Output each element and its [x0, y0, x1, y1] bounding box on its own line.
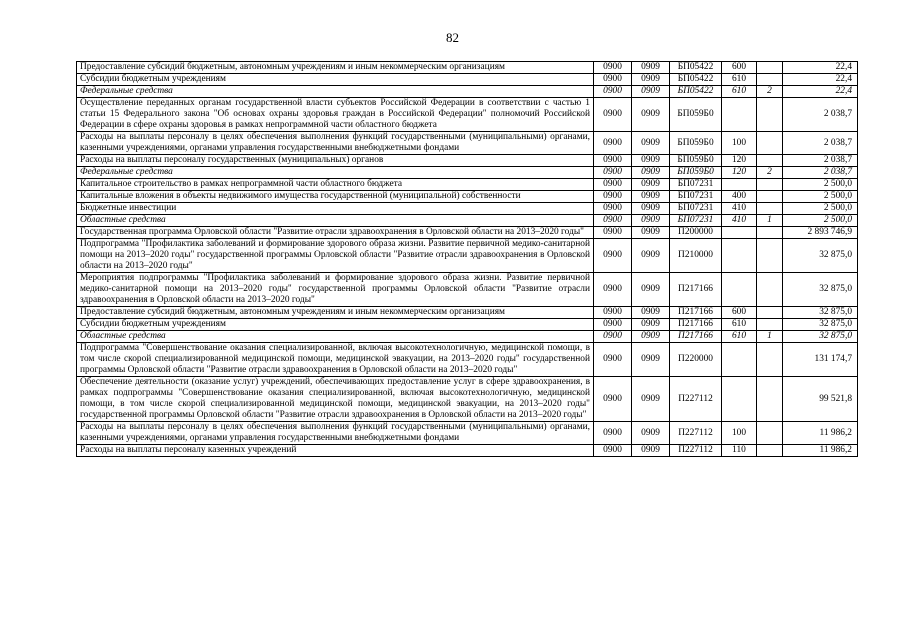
row-expense-type-cell — [722, 239, 757, 273]
row-expense-type-cell: 120 — [722, 155, 757, 167]
row-subsection-cell: 0909 — [632, 331, 670, 343]
row-subsection-cell: 0909 — [632, 132, 670, 155]
row-expense-type-cell: 100 — [722, 422, 757, 445]
row-funding-source-cell — [757, 445, 783, 457]
row-funding-source-cell — [757, 343, 783, 377]
row-name-cell: Подпрограмма "Совершенствование оказания специализированной, включая высокотехнологичную, медицинской помощи, в том числе скорой специализированной медицинской помощи, медицинской эвакуации, на 2013–2020 годы" государственной программы Орловской области "Развитие отрасли здравоохранения в Орловской области на 2013–2020 годы" — [77, 343, 594, 377]
row-funding-source-cell: 2 — [757, 86, 783, 98]
row-amount-cell: 2 500,0 — [783, 215, 858, 227]
row-target-article-cell: П217166 — [670, 273, 722, 307]
row-name-cell: Капитальные вложения в объекты недвижимого имущества государственной (муниципальной) собственности — [77, 191, 594, 203]
row-target-article-cell: БП059Б0 — [670, 132, 722, 155]
row-amount-cell: 2 500,0 — [783, 191, 858, 203]
row-amount-cell: 11 986,2 — [783, 445, 858, 457]
row-amount-cell: 32 875,0 — [783, 307, 858, 319]
row-funding-source-cell — [757, 203, 783, 215]
table-row — [77, 343, 858, 377]
budget-table-body — [77, 62, 858, 457]
row-amount-cell: 2 038,7 — [783, 98, 858, 132]
row-funding-source-cell — [757, 191, 783, 203]
row-section-cell: 0900 — [594, 239, 632, 273]
table-row — [77, 62, 858, 74]
row-amount-cell: 131 174,7 — [783, 343, 858, 377]
row-expense-type-cell — [722, 273, 757, 307]
row-expense-type-cell: 600 — [722, 62, 757, 74]
row-section-cell: 0900 — [594, 377, 632, 422]
row-target-article-cell: БП05422 — [670, 86, 722, 98]
row-funding-source-cell — [757, 132, 783, 155]
row-funding-source-cell — [757, 239, 783, 273]
row-amount-cell: 2 500,0 — [783, 203, 858, 215]
row-subsection-cell: 0909 — [632, 98, 670, 132]
table-row — [77, 179, 858, 191]
table-row — [77, 377, 858, 422]
row-subsection-cell: 0909 — [632, 319, 670, 331]
table-row — [77, 331, 858, 343]
table-row — [77, 167, 858, 179]
table-row — [77, 155, 858, 167]
row-amount-cell: 2 038,7 — [783, 155, 858, 167]
row-name-cell: Субсидии бюджетным учреждениям — [77, 74, 594, 86]
row-target-article-cell: БП05422 — [670, 62, 722, 74]
row-amount-cell: 2 038,7 — [783, 132, 858, 155]
row-section-cell: 0900 — [594, 98, 632, 132]
row-section-cell: 0900 — [594, 155, 632, 167]
row-amount-cell: 32 875,0 — [783, 239, 858, 273]
row-amount-cell: 22,4 — [783, 74, 858, 86]
row-expense-type-cell: 400 — [722, 191, 757, 203]
row-section-cell: 0900 — [594, 273, 632, 307]
row-expense-type-cell: 410 — [722, 203, 757, 215]
table-row — [77, 203, 858, 215]
row-target-article-cell: П217166 — [670, 319, 722, 331]
row-section-cell: 0900 — [594, 86, 632, 98]
row-expense-type-cell: 610 — [722, 74, 757, 86]
row-section-cell: 0900 — [594, 62, 632, 74]
row-expense-type-cell: 600 — [722, 307, 757, 319]
table-row — [77, 74, 858, 86]
row-funding-source-cell — [757, 377, 783, 422]
row-name-cell: Федеральные средства — [77, 167, 594, 179]
row-funding-source-cell — [757, 273, 783, 307]
row-target-article-cell: БП059Б0 — [670, 98, 722, 132]
row-subsection-cell: 0909 — [632, 155, 670, 167]
row-expense-type-cell: 610 — [722, 86, 757, 98]
row-subsection-cell: 0909 — [632, 179, 670, 191]
row-amount-cell: 32 875,0 — [783, 273, 858, 307]
row-subsection-cell: 0909 — [632, 273, 670, 307]
row-target-article-cell: БП059Б0 — [670, 155, 722, 167]
row-funding-source-cell — [757, 74, 783, 86]
row-target-article-cell: П220000 — [670, 343, 722, 377]
row-subsection-cell: 0909 — [632, 307, 670, 319]
row-amount-cell: 99 521,8 — [783, 377, 858, 422]
row-amount-cell: 2 038,7 — [783, 167, 858, 179]
row-subsection-cell: 0909 — [632, 377, 670, 422]
row-section-cell: 0900 — [594, 203, 632, 215]
table-row — [77, 445, 858, 457]
row-section-cell: 0900 — [594, 132, 632, 155]
table-row — [77, 422, 858, 445]
row-name-cell: Расходы на выплаты персоналу казенных учреждений — [77, 445, 594, 457]
row-subsection-cell: 0909 — [632, 203, 670, 215]
row-name-cell: Капитальное строительство в рамках непрограммной части областного бюджета — [77, 179, 594, 191]
row-funding-source-cell — [757, 98, 783, 132]
row-name-cell: Государственная программа Орловской области "Развитие отрасли здравоохранения в Орловской области на 2013–2020 годы" — [77, 227, 594, 239]
row-name-cell: Федеральные средства — [77, 86, 594, 98]
table-row — [77, 132, 858, 155]
row-subsection-cell: 0909 — [632, 239, 670, 273]
row-name-cell: Предоставление субсидий бюджетным, автономным учреждениям и иным некоммерческим организациям — [77, 307, 594, 319]
row-funding-source-cell — [757, 155, 783, 167]
row-section-cell: 0900 — [594, 215, 632, 227]
row-expense-type-cell: 120 — [722, 167, 757, 179]
table-row — [77, 273, 858, 307]
row-section-cell: 0900 — [594, 319, 632, 331]
row-name-cell: Субсидии бюджетным учреждениям — [77, 319, 594, 331]
row-section-cell: 0900 — [594, 445, 632, 457]
row-expense-type-cell — [722, 179, 757, 191]
page-number: 82 — [446, 30, 459, 45]
row-target-article-cell: БП07231 — [670, 203, 722, 215]
row-funding-source-cell: 1 — [757, 331, 783, 343]
row-section-cell: 0900 — [594, 167, 632, 179]
row-expense-type-cell — [722, 343, 757, 377]
row-target-article-cell: БП05422 — [670, 74, 722, 86]
row-subsection-cell: 0909 — [632, 191, 670, 203]
table-row — [77, 86, 858, 98]
budget-table — [76, 61, 858, 457]
row-subsection-cell: 0909 — [632, 343, 670, 377]
row-amount-cell: 32 875,0 — [783, 319, 858, 331]
row-name-cell: Расходы на выплаты персоналу в целях обеспечения выполнения функций государственными (муниципальными) органами, казенными учреждениями, органами управления государственными внебюджетными фондами — [77, 422, 594, 445]
table-row — [77, 319, 858, 331]
row-funding-source-cell: 1 — [757, 215, 783, 227]
table-row — [77, 215, 858, 227]
row-target-article-cell: БП07231 — [670, 191, 722, 203]
row-target-article-cell: П200000 — [670, 227, 722, 239]
row-section-cell: 0900 — [594, 191, 632, 203]
row-funding-source-cell — [757, 319, 783, 331]
row-funding-source-cell — [757, 307, 783, 319]
row-name-cell: Расходы на выплаты персоналу в целях обеспечения выполнения функций государственными (муниципальными) органами, казенными учреждениями, органами управления государственными внебюджетными фондами — [77, 132, 594, 155]
row-name-cell: Предоставление субсидий бюджетным, автономным учреждениям и иным некоммерческим организациям — [77, 62, 594, 74]
row-funding-source-cell — [757, 62, 783, 74]
row-name-cell: Подпрограмма "Профилактика заболеваний и формирование здорового образа жизни. Развитие первичной медико-санитарной помощи на 2013–2020 годы" государственной программы Орловской области "Развитие отрасли здравоохранения в Орловской области на 2013–2020 годы" — [77, 239, 594, 273]
row-subsection-cell: 0909 — [632, 227, 670, 239]
row-expense-type-cell — [722, 377, 757, 422]
row-name-cell: Областные средства — [77, 215, 594, 227]
row-amount-cell: 2 893 746,9 — [783, 227, 858, 239]
row-target-article-cell: П227112 — [670, 377, 722, 422]
row-target-article-cell: П227112 — [670, 422, 722, 445]
row-target-article-cell: П227112 — [670, 445, 722, 457]
row-section-cell: 0900 — [594, 227, 632, 239]
row-expense-type-cell: 610 — [722, 319, 757, 331]
row-name-cell: Осуществление переданных органам государственной власти субъектов Российской Федерации в соответствии с частью 1 статьи 15 Федерального закона "Об основах охраны здоровья граждан в Российской Федерации" полномочий Российской Федерации в сфере охраны здоровья в рамках непрограммной части областного бюджета — [77, 98, 594, 132]
row-funding-source-cell: 2 — [757, 167, 783, 179]
row-subsection-cell: 0909 — [632, 422, 670, 445]
row-subsection-cell: 0909 — [632, 86, 670, 98]
table-row — [77, 98, 858, 132]
row-name-cell: Обеспечение деятельности (оказание услуг) учреждений, обеспечивающих предоставление услуг в сфере здравоохранения, в рамках подпрограммы "Совершенствование оказания специализированной, включая высокотехнологичную, медицинской помощи, в том числе скорой специализированной медицинской помощи, медицинской эвакуации, на 2013–2020 годы" государственной программы Орловской области "Развитие отрасли здравоохранения в Орловской области на 2013–2020 годы" — [77, 377, 594, 422]
row-subsection-cell: 0909 — [632, 62, 670, 74]
row-amount-cell: 22,4 — [783, 62, 858, 74]
row-section-cell: 0900 — [594, 74, 632, 86]
row-section-cell: 0900 — [594, 331, 632, 343]
row-expense-type-cell: 610 — [722, 331, 757, 343]
row-amount-cell: 32 875,0 — [783, 331, 858, 343]
row-section-cell: 0900 — [594, 307, 632, 319]
row-subsection-cell: 0909 — [632, 445, 670, 457]
row-target-article-cell: П217166 — [670, 307, 722, 319]
row-target-article-cell: БП07231 — [670, 215, 722, 227]
row-target-article-cell: П210000 — [670, 239, 722, 273]
row-expense-type-cell: 100 — [722, 132, 757, 155]
row-section-cell: 0900 — [594, 179, 632, 191]
row-funding-source-cell — [757, 227, 783, 239]
row-target-article-cell: БП07231 — [670, 179, 722, 191]
row-funding-source-cell — [757, 179, 783, 191]
row-name-cell: Областные средства — [77, 331, 594, 343]
row-section-cell: 0900 — [594, 343, 632, 377]
row-section-cell: 0900 — [594, 422, 632, 445]
row-name-cell: Расходы на выплаты персоналу государственных (муниципальных) органов — [77, 155, 594, 167]
row-target-article-cell: П217166 — [670, 331, 722, 343]
table-row — [77, 307, 858, 319]
table-row — [77, 227, 858, 239]
row-target-article-cell: БП059Б0 — [670, 167, 722, 179]
row-expense-type-cell — [722, 98, 757, 132]
row-name-cell: Бюджетные инвестиции — [77, 203, 594, 215]
row-subsection-cell: 0909 — [632, 215, 670, 227]
row-expense-type-cell: 410 — [722, 215, 757, 227]
row-subsection-cell: 0909 — [632, 167, 670, 179]
row-amount-cell: 2 500,0 — [783, 179, 858, 191]
table-row — [77, 191, 858, 203]
row-expense-type-cell — [722, 227, 757, 239]
row-expense-type-cell: 110 — [722, 445, 757, 457]
row-funding-source-cell — [757, 422, 783, 445]
row-amount-cell: 11 986,2 — [783, 422, 858, 445]
row-subsection-cell: 0909 — [632, 74, 670, 86]
table-row — [77, 239, 858, 273]
row-name-cell: Мероприятия подпрограммы "Профилактика заболеваний и формирование здорового образа жизни. Развитие первичной медико-санитарной помощи на 2013–2020 годы" государственной программы Орловской области "Развитие отрасли здравоохранения в Орловской области на 2013–2020 годы" — [77, 273, 594, 307]
row-amount-cell: 22,4 — [783, 86, 858, 98]
